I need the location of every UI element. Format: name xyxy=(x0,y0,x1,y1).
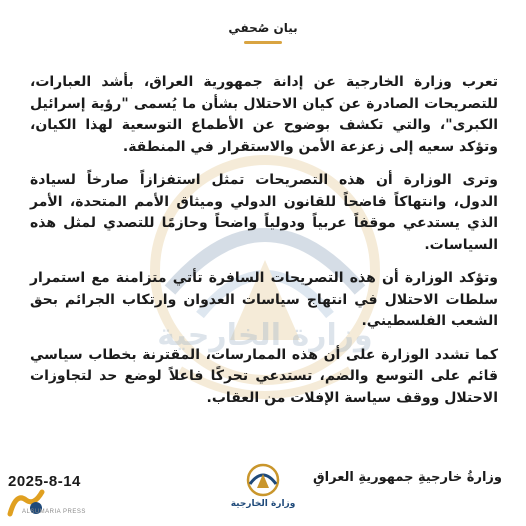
paragraph-2: وترى الوزارة أن هذه التصريحات تمثل استفزازاً صارخاً لسيادة الدول، وانتهاكاً فاضحاً للقانون الدولي وميثاق الأمم المتحدة، الأمر الذي يستدعي موقفاً عربياً ودولياً واضحاً وحازمًا للتصدي لمثل هذه السياسات. xyxy=(30,172,498,253)
signature: وزارةُ خارجيةِ جمهوريةِ العراقِ xyxy=(313,470,502,485)
title-underline xyxy=(244,41,282,44)
news-agency-caption: ALSUMARIA PRESS xyxy=(22,509,86,515)
watermark-text: وزارة الخارجية xyxy=(157,318,373,353)
ministry-logo-caption: وزارة الخارجية xyxy=(230,499,296,509)
ministry-logo xyxy=(238,462,288,502)
statement-body xyxy=(30,72,498,421)
paragraph-3: وتؤكد الوزارة أن هذه التصريحات السافرة تأتي متزامنة مع استمرار سلطات الاحتلال في انتهاج سياسات العدوان وارتكاب الجرائم بحق الشعب الفلسطيني. xyxy=(30,270,498,329)
paragraph-4: كما تشدد الوزارة على أن هذه الممارسات، المقترنة بخطاب سياسي قائم على التوسع والضم، تستدعي تحركًا فاعلاً لوضع حد لتجاوزات الاحتلال ووقف سياسة الإفلات من العقاب. xyxy=(30,346,498,406)
paragraph-1: تعرب وزارة الخارجية عن إدانة جمهورية العراق، بأشد العبارات، للتصريحات الصادرة عن كيان الاحتلال بشأن ما يُسمى "رؤية إسرائيل الكبرى"، والتي تكشف بوضوح عن الأطماع التوسعية لهذا الكيان، وتؤكد سعيه إلى زعزعة الأمن والاستقرار في المنطقة. xyxy=(30,74,498,155)
document-title: بيان صُحفي xyxy=(228,21,298,35)
document-date: 2025-8-14 xyxy=(8,473,81,490)
